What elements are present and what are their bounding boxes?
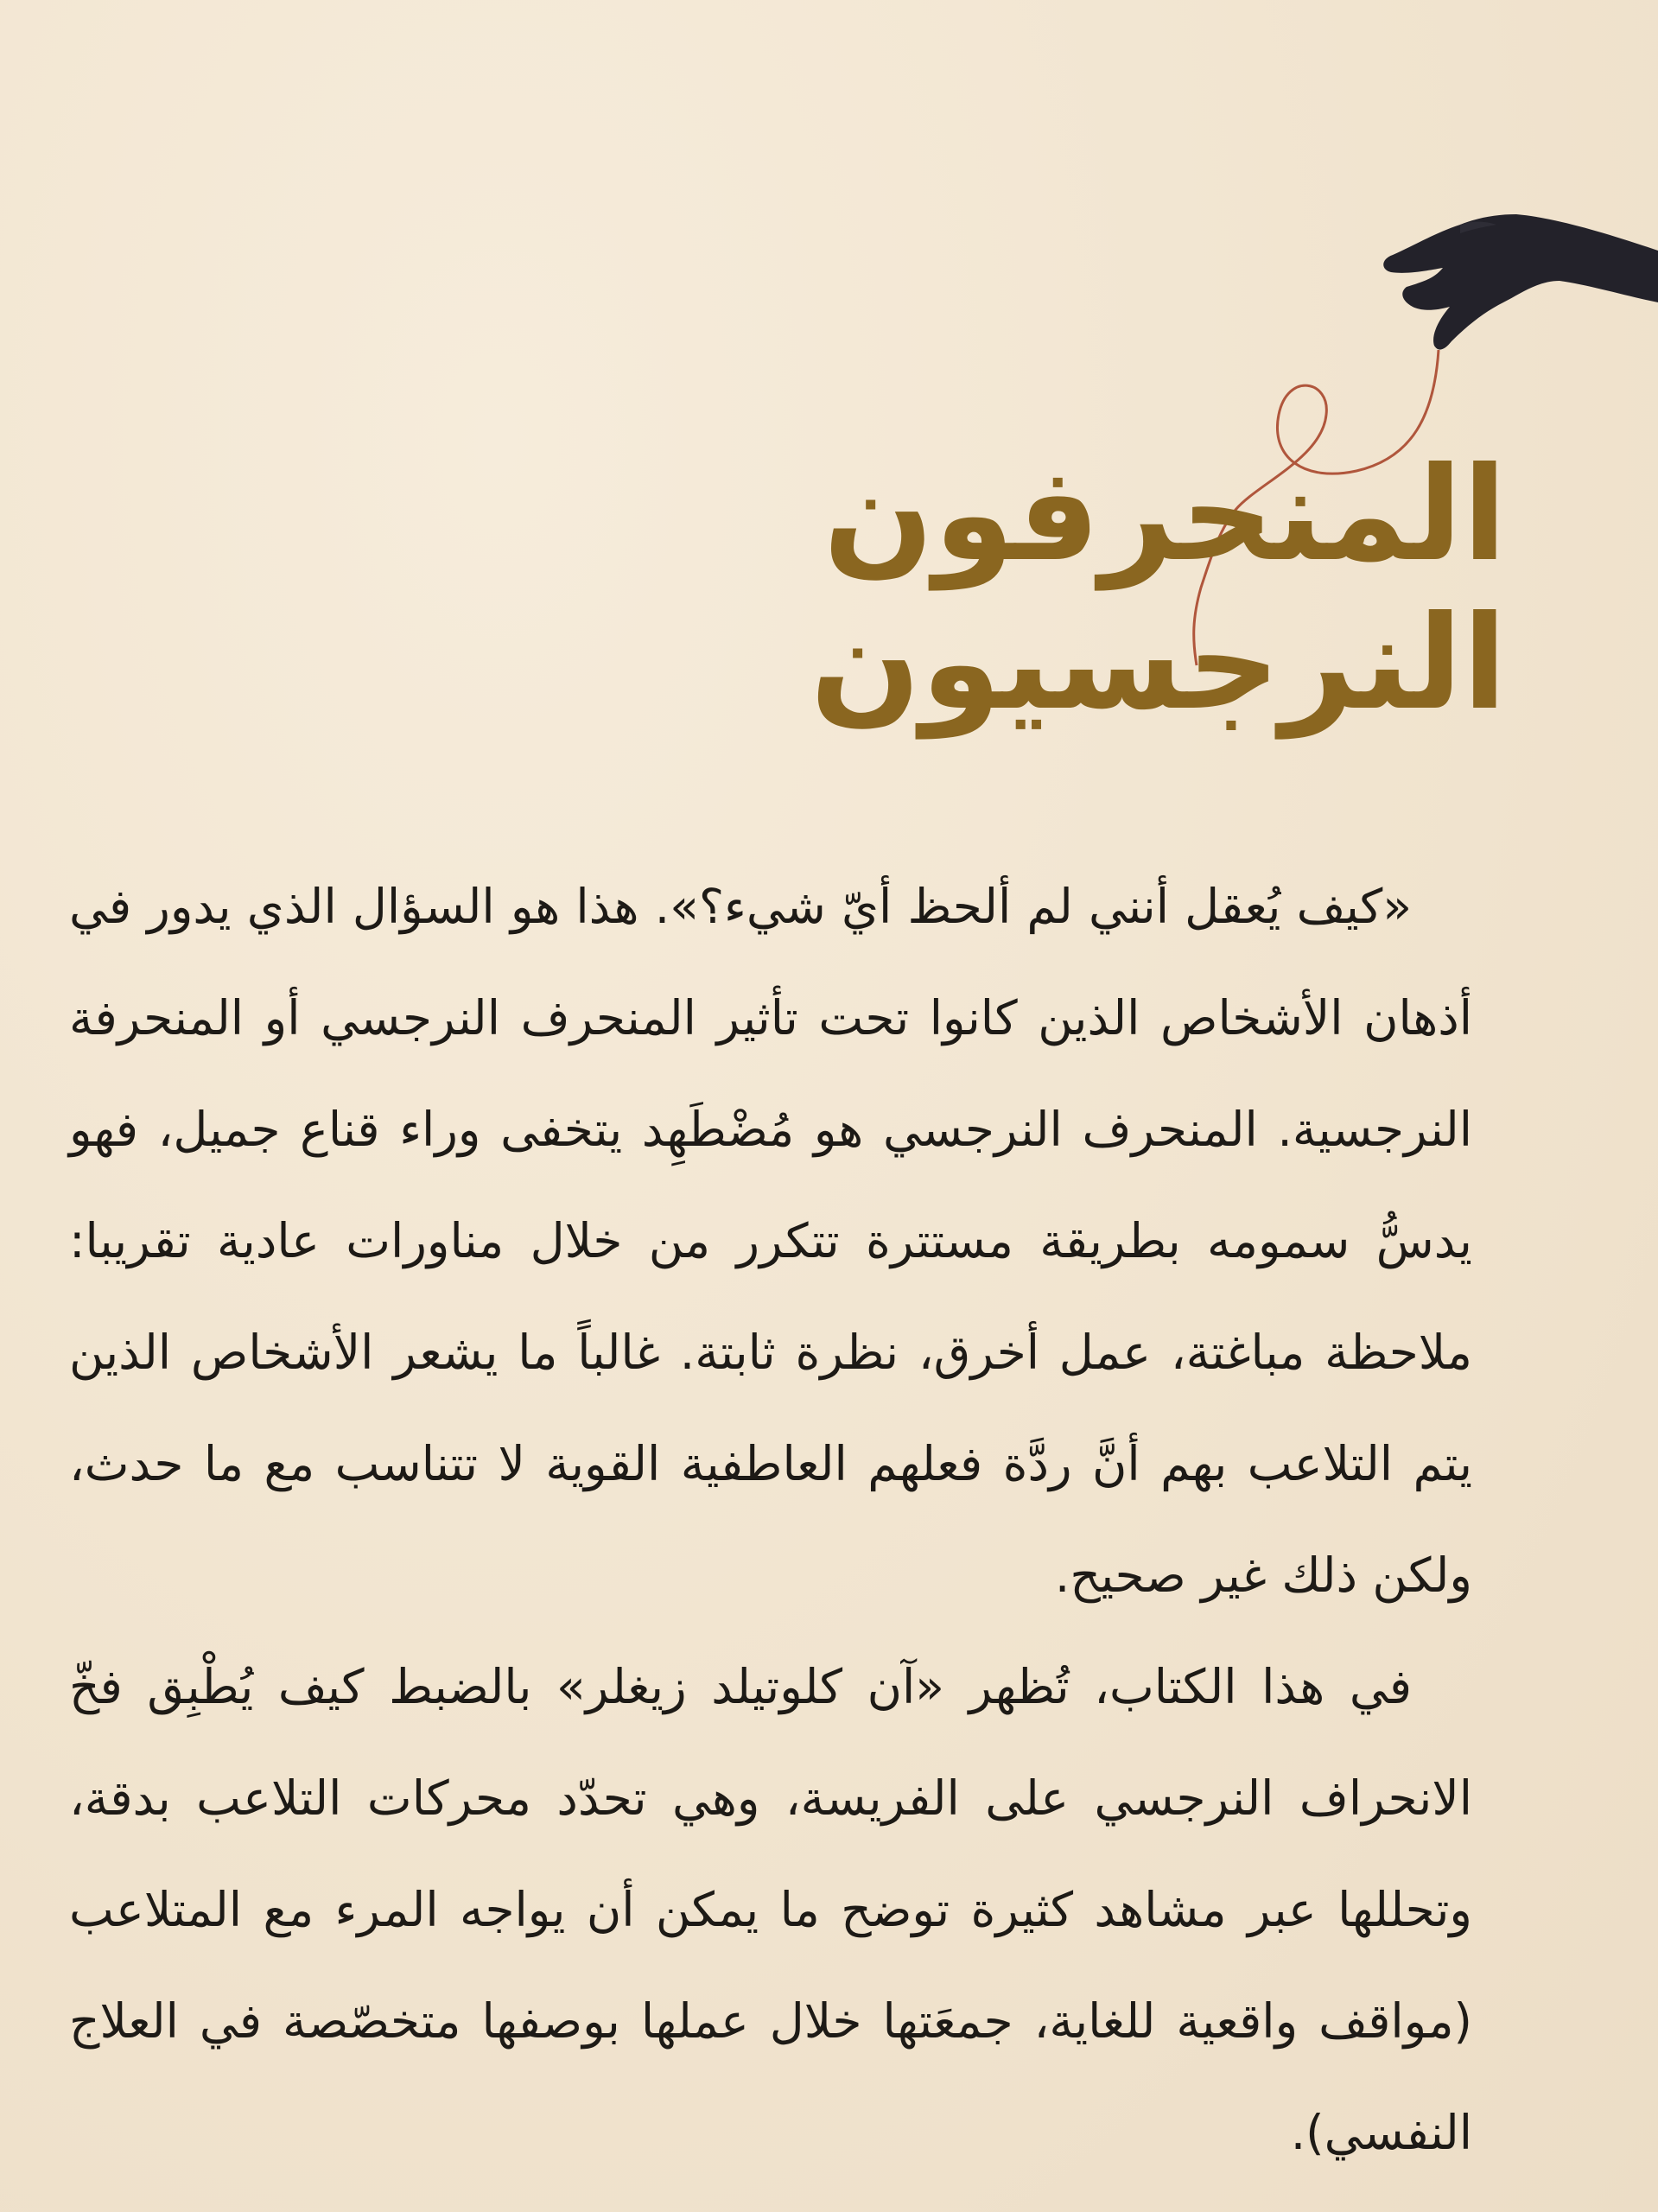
hand-silhouette [1383,214,1658,350]
blurb-paragraph-2: في هذا الكتاب، تُظهر «آن كلوتيلد زيغلر» بالضبط كيف يُطْبِق فخّ الانحراف النرجسي على الفريسة، وهي تحدّد محركات التلاعب بدقة، وتحللها عبر مشاهد كثيرة توضح ما يمكن أن يواجه المرء مع المتلاعب (مواقف واقعية للغاية، جمعَتها خلال عملها بوصفها متخصّصة في العلاج النفسي). [69,1659,1472,2160]
blurb-paragraph-1: «كيف يُعقل أنني لم ألحظ أيّ شيء؟». هذا هو السؤال الذي يدور في أذهان الأشخاص الذين كانوا تحت تأثير المنحرف النرجسي أو المنحرفة النرجسية. المنحرف النرجسي هو مُضْطَهِد يتخفى وراء قناع جميل، فهو يدسُّ سمومه بطريقة مستترة تتكرر من خلال مناورات عادية تقريبا: ملاحظة مباغتة، عمل أخرق، نظرة ثابتة. غالباً ما يشعر الأشخاص الذين يتم التلاعب بهم أنَّ ردَّة فعلهم العاطفية القوية لا تتناسب مع ما حدث، ولكن ذلك غير صحيح. [69,879,1472,1603]
title-line-1: المنحرفون [823,440,1507,590]
book-title [556,441,1507,738]
title-line-2: النرجسيون [810,588,1507,739]
blurb-text [69,851,1472,2189]
